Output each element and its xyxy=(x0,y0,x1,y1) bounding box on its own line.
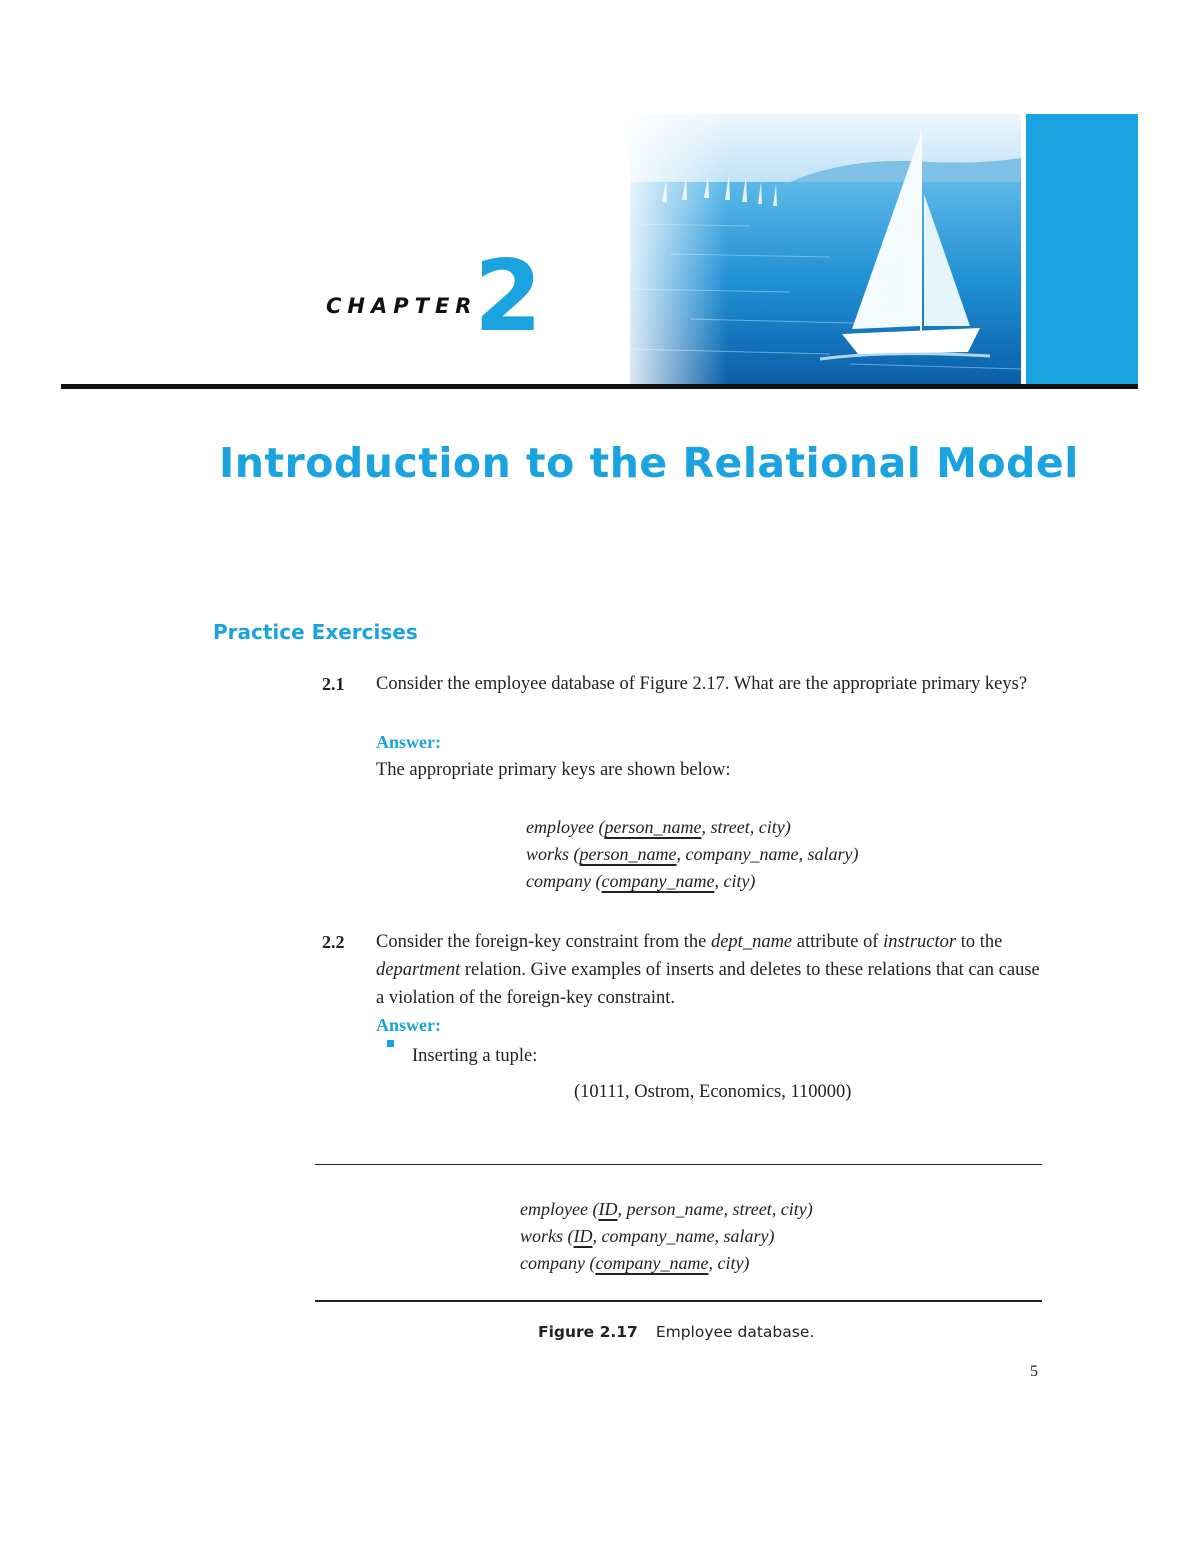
bullet-text: Inserting a tuple: xyxy=(412,1046,538,1066)
schema-line: works (person_name, company_name, salary) xyxy=(526,844,859,864)
relation-name: company xyxy=(520,1253,585,1273)
primary-key: ID xyxy=(598,1199,618,1219)
question-term: instructor xyxy=(883,932,957,952)
relation-name: employee xyxy=(520,1199,588,1219)
figure-schema xyxy=(520,1196,813,1277)
answer-intro: The appropriate primary keys are shown below: xyxy=(376,760,731,780)
chapter-title: Introduction to the Relational Model xyxy=(219,439,1079,487)
sailboat-photo xyxy=(630,114,1021,384)
attributes: , city) xyxy=(708,1253,750,1273)
chapter-number: 2 xyxy=(474,240,543,354)
page-number: 5 xyxy=(1030,1363,1038,1380)
figure-rule-bottom xyxy=(315,1300,1042,1302)
question-text: relation. Give examples of inserts and deletes to these relations that can cause a violation of the foreign-key constraint. xyxy=(376,960,1040,1008)
attributes: , company_name, salary) xyxy=(592,1226,775,1246)
exercise-number: 2.1 xyxy=(322,674,345,694)
primary-key: ID xyxy=(573,1226,593,1246)
schema-line: works (ID, company_name, salary) xyxy=(520,1226,775,1246)
section-title: Practice Exercises xyxy=(213,620,418,644)
schema-line: company (company_name, city) xyxy=(520,1253,750,1273)
question-text: Consider the foreign-key constraint from the xyxy=(376,932,711,952)
question-text: attribute of xyxy=(792,932,884,952)
figure-caption-label: Figure 2.17 xyxy=(538,1323,638,1341)
chapter-label: CHAPTER xyxy=(326,294,478,318)
attributes: , company_name, salary) xyxy=(676,844,859,864)
primary-key: company_name xyxy=(595,1253,709,1273)
schema-line: employee (person_name, street, city) xyxy=(526,817,791,837)
figure-caption xyxy=(538,1323,814,1341)
relation-name: employee xyxy=(526,817,594,837)
question-term: department xyxy=(376,960,461,980)
schema-line: company (company_name, city) xyxy=(526,871,756,891)
schema-line: employee (ID, person_name, street, city) xyxy=(520,1199,813,1219)
answer-label: Answer: xyxy=(376,732,441,752)
figure-caption-text: Employee database. xyxy=(655,1323,815,1341)
schema-block xyxy=(526,814,858,895)
attributes: , city) xyxy=(714,871,756,891)
primary-key: person_name xyxy=(579,844,677,864)
primary-key: person_name xyxy=(604,817,702,837)
answer-label: Answer: xyxy=(376,1015,441,1035)
chapter-color-block xyxy=(1026,114,1138,384)
bullet-icon xyxy=(386,1039,395,1048)
attributes: , street, city) xyxy=(701,817,791,837)
relation-name: works xyxy=(520,1226,564,1246)
relation-name: works xyxy=(526,844,570,864)
relation-name: company xyxy=(526,871,591,891)
tuple-example: (10111, Ostrom, Economics, 110000) xyxy=(574,1082,852,1102)
exercise-number: 2.2 xyxy=(322,932,345,952)
header-rule xyxy=(61,384,1138,389)
question-text: to the xyxy=(956,932,1003,952)
exercise-question xyxy=(376,928,1044,1012)
primary-key: company_name xyxy=(601,871,715,891)
exercise-question: Consider the employee database of Figure 2.17. What are the appropriate primary keys? xyxy=(376,674,1028,694)
figure-rule-top xyxy=(315,1164,1042,1165)
question-term: dept_name xyxy=(710,932,793,952)
attributes: , person_name, street, city) xyxy=(617,1199,813,1219)
